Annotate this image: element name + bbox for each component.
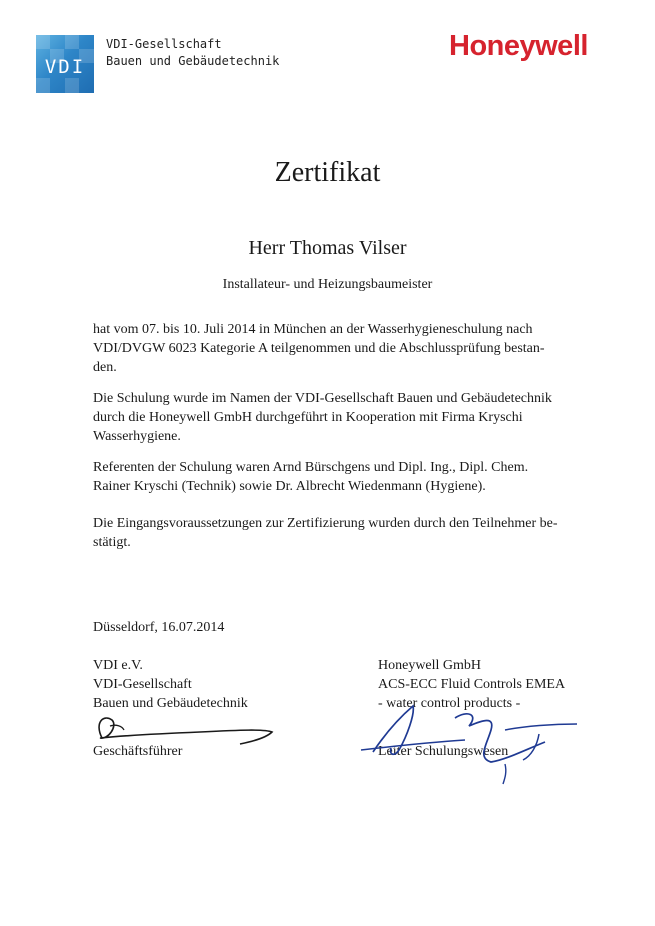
signature-role-vdi: Geschäftsführer [93,744,183,759]
place-date: Düsseldorf, 16.07.2014 [93,620,225,635]
signature-org-line: Honeywell GmbH [378,658,482,673]
text-line: VDI/DVGW 6023 Kategorie A teilgenommen und die Abschlussprüfung bestan- [93,341,545,356]
paragraph-speakers [93,458,603,496]
text-line: durch die Honeywell GmbH durchgeführt in Kooperation mit Firma Kryschi [93,410,523,425]
signature-org-line: VDI-Gesellschaft [93,677,192,692]
text-line: stätigt. [93,535,131,550]
text-line: hat vom 07. bis 10. Juli 2014 in München an der Wasserhygieneschulung nach [93,322,533,337]
signature-org-line: ACS-ECC Fluid Controls EMEA [378,677,566,692]
signature-org-line: VDI e.V. [93,658,143,673]
vdi-org-line-2: Bauen und Gebäudetechnik [106,54,280,68]
signature-org-line: - water control products - [378,696,521,711]
text-line: Wasserhygiene. [93,429,181,444]
signature-role-honeywell: Leiter Schulungswesen [378,744,509,759]
recipient-name: Herr Thomas Vilser [248,237,407,259]
recipient-profession: Installateur- und Heizungsbaumeister [222,277,433,292]
paragraph-confirmation [93,514,603,552]
honeywell-logo: Honeywell [449,30,588,62]
vdi-org-line-1: VDI-Gesellschaft [106,37,222,51]
vdi-organization-name [106,36,279,70]
text-line: Rainer Kryschi (Technik) sowie Dr. Albrecht Wiedenmann (Hygiene). [93,479,486,494]
certificate-title: Zertifikat [274,157,381,188]
vdi-logo-text: VDI [44,56,86,78]
text-line: Die Eingangsvoraussetzungen zur Zertifizierung wurden durch den Teilnehmer be- [93,516,558,531]
paragraph-training [93,320,603,377]
signature-org-line: Bauen und Gebäudetechnik [93,696,248,711]
text-line: Referenten der Schulung waren Arnd Bürschgens und Dipl. Ing., Dipl. Chem. [93,460,529,475]
handwritten-signature-honeywell [355,700,595,790]
text-line: Die Schulung wurde im Namen der VDI-Gesellschaft Bauen und Gebäudetechnik [93,391,552,406]
text-line: den. [93,360,117,375]
paragraph-organizer [93,389,603,446]
signature-block-vdi [93,656,248,713]
vdi-logo [36,35,94,93]
